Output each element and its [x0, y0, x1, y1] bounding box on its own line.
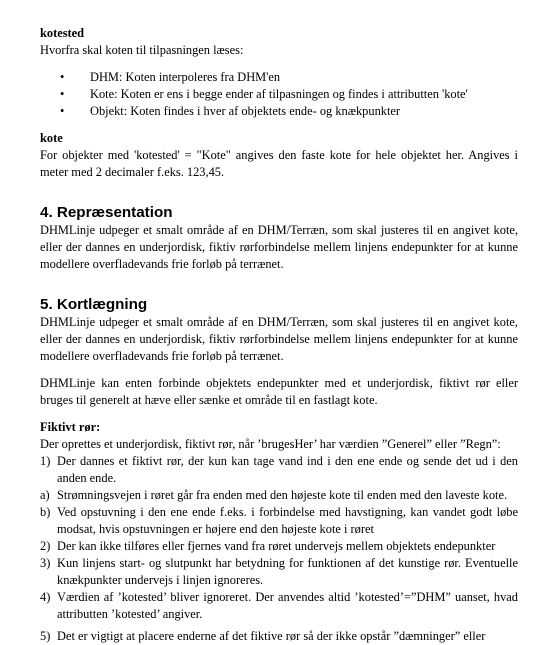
fiktivt-roer-heading: Fiktivt rør: [40, 420, 101, 434]
list-item [40, 589, 518, 623]
kote-text: For objekter med 'kotested' = "Kote" angives den faste kote for hele objektet her. Angives i meter med 2 decimaler f.eks. 123,45. [40, 148, 518, 179]
section-5-heading: 5. Kortlægning [40, 296, 148, 313]
kote-heading: kote [40, 131, 63, 145]
list-marker: 5) [40, 629, 51, 643]
list-marker: a) [40, 488, 50, 502]
list-item-text: DHM: Koten interpoleres fra DHM'en [90, 70, 281, 84]
list-item [40, 628, 518, 645]
bullet-icon: • [60, 70, 65, 84]
list-item-text: Værdien af ’kotested’ bliver ignoreret. Der anvendes altid ’kotested’=”DHM” uanset, hvad attributten ’kotested’ angiver. [57, 590, 518, 621]
list-item [40, 86, 518, 103]
bullet-icon: • [60, 87, 65, 101]
fiktivt-roer-intro: Der oprettes et underjordisk, fiktivt rør, når ’brugesHer’ har værdien ”Generel” eller ”Regn”: [40, 437, 501, 451]
list-item [40, 504, 518, 538]
list-item-text: Kun linjens start- og slutpunkt har betydning for funktionen af det kunstige rør. Eventuelle knækpunkter undervejs i linjen ignoreres. [57, 556, 518, 587]
list-item-text: Ved opstuvning i den ene ende f.eks. i forbindelse med havstigning, kan vandet godt løbe modsat, hvis opstuvningen er højere end den højeste kote i røret [57, 505, 518, 536]
list-marker: 2) [40, 539, 51, 553]
list-item-text: Der kan ikke tilføres eller fjernes vand fra røret undervejs mellem objektets endepunkter [57, 539, 496, 553]
list-item-text: Kote: Koten er ens i begge ender af tilpasningen og findes i attributten 'kote' [90, 87, 468, 101]
section-5-paragraph-1: DHMLinje udpeger et smalt område af en DHM/Terræn, som skal justeres til en angivet kote, eller der dannes en underjordisk, fiktiv rørforbindelse mellem linjens endepunkter for at kunne modellere overfladevands frie forløb på terrænet. [40, 315, 518, 363]
section-5-paragraph-2: DHMLinje kan enten forbinde objektets endepunkter med et underjordisk, fiktivt rør eller bruges til generelt at hæve eller sænke et område til en fastlagt kote. [40, 376, 518, 407]
list-marker: 4) [40, 590, 51, 604]
list-marker: 3) [40, 556, 51, 570]
kotested-intro: Hvorfra skal koten til tilpasningen læses: [40, 43, 244, 57]
bullet-icon: • [60, 104, 65, 118]
list-item [40, 453, 518, 487]
section-4-heading: 4. Repræsentation [40, 204, 173, 221]
list-item-text: Der dannes et fiktivt rør, der kun kan tage vand ind i den ene ende og sende det ud i den anden ende. [57, 454, 518, 485]
list-item-text: Strømningsvejen i røret går fra enden med den højeste kote til enden med den laveste kote. [57, 488, 508, 502]
section-4-text: DHMLinje udpeger et smalt område af en DHM/Terræn, som skal justeres til en angivet kote, eller der dannes en underjordisk, fiktiv rørforbindelse mellem linjens endepunkter for at kunne modellere overfladevands frie forløb på terrænet. [40, 223, 518, 271]
list-item [40, 69, 518, 86]
list-marker: b) [40, 505, 51, 519]
kotested-options-list [40, 69, 518, 120]
kotested-heading: kotested [40, 26, 85, 40]
list-item-text: Objekt: Koten findes i hver af objektets ende- og knækpunkter [90, 104, 401, 118]
list-item-text: Det er vigtigt at placere enderne af det fiktive rør så der ikke opstår ”dæmninger” eller [57, 629, 486, 643]
fiktivt-roer-list [40, 453, 518, 645]
list-item [40, 487, 518, 504]
list-marker: 1) [40, 454, 51, 468]
document-page [40, 25, 518, 645]
list-item [40, 103, 518, 120]
list-item [40, 555, 518, 589]
list-item [40, 538, 518, 555]
